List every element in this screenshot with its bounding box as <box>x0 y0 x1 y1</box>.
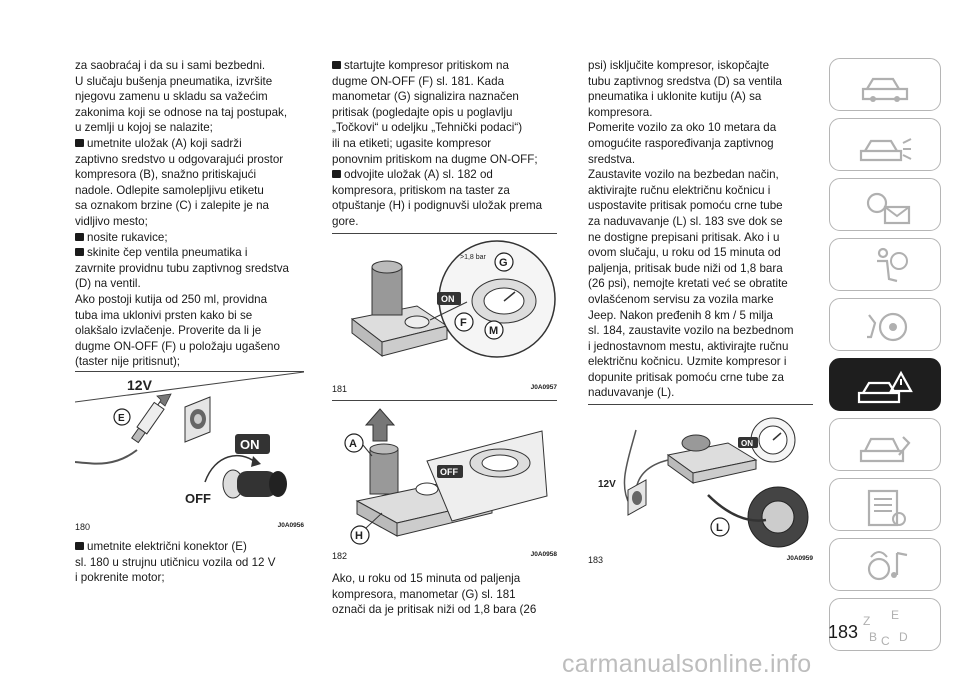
media-icon <box>853 541 917 589</box>
text-line <box>332 198 568 214</box>
text-line-content: U slučaju bušenja pneumatika, izvršite <box>75 74 273 88</box>
watermark: carmanualsonline.info <box>562 650 812 678</box>
text-line-content: aktivirajte ručnu električnu kočnicu i <box>588 183 771 197</box>
text-line <box>588 89 814 105</box>
text-line-content: u zemlji u kojoj se nalazite; <box>75 121 213 135</box>
text-line-content: dugme ON-OFF (F) sl. 181. Kada <box>332 74 505 88</box>
text-line <box>588 58 814 74</box>
sidebar-tab-car-service[interactable] <box>829 418 941 471</box>
text-line <box>75 539 311 555</box>
figure-183 <box>588 404 813 568</box>
text-line <box>332 214 568 230</box>
figure-182 <box>332 400 557 564</box>
steering-wheel-icon <box>853 301 917 349</box>
figure-183-code: J0A0959 <box>786 555 813 562</box>
sidebar-tab-airbag-seat[interactable] <box>829 238 941 291</box>
column-2 <box>332 58 568 230</box>
figure-182-caption <box>332 551 557 561</box>
bullet-icon <box>332 170 341 178</box>
text-line-content: Ako postoji kutija od 250 ml, providna <box>75 292 268 306</box>
text-line <box>332 105 568 121</box>
text-line <box>75 323 311 339</box>
text-line-content: ovlašćenom servisu za vozila marke <box>588 292 774 306</box>
text-line-content: tubu zaptivnog sredstva (D) sa ventila <box>588 74 782 88</box>
text-line-content: pritisak (pogledajte opis u poglavlju <box>332 105 513 119</box>
text-line-content: Pomerite vozilo za oko 10 metara da <box>588 121 777 135</box>
text-line <box>75 245 311 261</box>
text-line <box>332 89 568 105</box>
text-line <box>332 587 568 603</box>
text-line-content: uspostavite pritisak pomoću crne tube <box>588 199 783 213</box>
text-line <box>75 570 311 586</box>
figure-181-caption <box>332 384 557 394</box>
figure-183-number: 183 <box>588 555 604 565</box>
svg-text:B: B <box>869 629 878 644</box>
text-line <box>75 230 311 246</box>
text-line <box>75 261 311 277</box>
car-dashboard-icon <box>853 61 917 109</box>
text-line-content: kompresora, manometar (G) sl. 181 <box>332 587 516 601</box>
sidebar-tab-warning-lights[interactable] <box>829 178 941 231</box>
index-icon <box>853 601 917 649</box>
text-line-content: zaptivno sredstvo u odgovarajući prostor <box>75 152 284 166</box>
fig181-label-f: F <box>460 317 467 329</box>
text-line-content: odvojite uložak (A) sl. 182 od <box>344 168 493 182</box>
text-line-content: umetnite električni konektor (E) <box>87 540 247 553</box>
text-line <box>332 183 568 199</box>
column-1 <box>75 58 311 370</box>
text-line-content: zavrnite providnu tubu zaptivnog sredstva <box>75 261 289 275</box>
text-line <box>75 292 311 308</box>
text-line <box>75 89 311 105</box>
fig181-label-m: M <box>489 325 499 337</box>
figure-180-code: J0A0956 <box>277 522 304 529</box>
fig180-label-e: E <box>118 413 125 424</box>
sidebar-tab-specifications[interactable] <box>829 478 941 531</box>
text-line <box>332 136 568 152</box>
emergency-car-icon <box>853 361 917 409</box>
text-line-content: i pokrenite motor; <box>75 571 165 585</box>
text-line-content: njegovu zamenu u skladu sa važećim <box>75 90 268 104</box>
page-number: 183 <box>828 622 859 642</box>
text-line-content: olakšalo izvlačenje. Proverite da li je <box>75 324 262 338</box>
text-line-content: umetnite uložak (A) koji sadrži <box>87 136 242 150</box>
column-3 <box>588 58 814 401</box>
text-line-content: paljenja, pritisak bude niži od 1,8 bara <box>588 261 783 275</box>
text-line <box>588 120 814 136</box>
text-line <box>332 571 568 587</box>
figure-180 <box>75 371 304 534</box>
text-line <box>588 354 814 370</box>
text-line <box>588 276 814 292</box>
text-line <box>588 245 814 261</box>
warning-lights-icon <box>853 181 917 229</box>
text-line <box>588 136 814 152</box>
text-line <box>588 230 814 246</box>
text-line <box>588 152 814 168</box>
text-line-content: sa oznakom brzine (C) i zalepite je na <box>75 199 269 213</box>
fig180-label-12v: 12V <box>127 377 152 393</box>
text-line-content: sl. 180 u strujnu utičnicu vozila od 12 V <box>75 555 276 569</box>
text-line-content: manometar (G) signalizira naznačen <box>332 90 519 104</box>
bullet-icon <box>332 61 341 69</box>
sidebar-tab-media[interactable] <box>829 538 941 591</box>
text-line-content: psi) isključite kompresor, iskopčajte <box>588 59 770 72</box>
text-line <box>75 555 311 571</box>
figure-182-illustration <box>332 401 557 549</box>
text-line-content: kompresora. <box>588 105 653 119</box>
text-line-content: ne dostigne prepisani pritisak. Ako i u <box>588 230 780 244</box>
text-line-content: dugme ON-OFF (F) u položaju ugašeno <box>75 339 280 353</box>
text-line-content: za saobraćaj i da su i sami bezbedni. <box>75 59 266 72</box>
text-line-content: Jeep. Nakon pređenih 8 km / 5 milja <box>588 308 773 322</box>
text-line <box>332 120 568 136</box>
bullet-icon <box>75 139 84 147</box>
text-line-content: tuba ima uklonivi prsten kako bi se <box>75 308 253 322</box>
text-line <box>75 198 311 214</box>
text-line-content: Ako, u roku od 15 minuta od paljenja <box>332 572 521 585</box>
text-line-content: Zaustavite vozilo na bezbedan način, <box>588 168 779 182</box>
column-2-after-figure <box>332 571 568 618</box>
text-line-content: omogućite raspoređivanja zaptivnog <box>588 136 774 150</box>
text-line <box>75 214 311 230</box>
text-line-content: ili na etiketi; ugasite kompresor <box>332 136 492 150</box>
text-line <box>588 261 814 277</box>
column-1-after-figure <box>75 539 311 586</box>
figure-181-number: 181 <box>332 384 348 394</box>
text-line-content: električnu kočnicu. Uzmite kompresor i <box>588 355 787 369</box>
text-line <box>588 339 814 355</box>
text-line-content: pneumatika i uklonite kutiju (A) sa <box>588 90 762 104</box>
text-line-content: sredstva. <box>588 152 636 166</box>
svg-text:Z: Z <box>863 613 871 628</box>
sidebar-tab-steering-wheel[interactable] <box>829 298 941 351</box>
text-line-content: kompresora, pritiskom na taster za <box>332 183 510 197</box>
text-line <box>332 152 568 168</box>
text-line-content: dopunite pritisak pomoću crne tube za <box>588 370 784 384</box>
text-line-content: vidljivo mesto; <box>75 214 148 228</box>
figure-180-number: 180 <box>75 522 91 532</box>
text-line <box>75 136 311 152</box>
text-line <box>332 74 568 90</box>
text-line <box>75 354 311 370</box>
text-line <box>75 120 311 136</box>
specifications-icon <box>853 481 917 529</box>
fig183-label-12v: 12V <box>598 479 616 490</box>
figure-180-illustration <box>75 372 304 520</box>
figure-181 <box>332 233 557 397</box>
fig181-label-on: ON <box>441 294 455 304</box>
text-line <box>588 370 814 386</box>
svg-text:E: E <box>891 607 900 622</box>
text-line-content: „Točkovi“ u odeljku „Tehnički podaci“) <box>332 121 523 135</box>
bullet-icon <box>75 248 84 256</box>
figure-183-caption <box>588 555 813 565</box>
fig182-label-off: OFF <box>440 467 458 477</box>
svg-text:C: C <box>881 633 890 648</box>
fig183-label-l: L <box>716 522 723 534</box>
text-line <box>588 214 814 230</box>
text-line-content: nosite rukavice; <box>87 230 168 244</box>
text-line <box>588 308 814 324</box>
fig182-label-h: H <box>355 530 363 542</box>
text-line <box>75 74 311 90</box>
fig181-label-g: G <box>499 257 508 269</box>
fig182-label-a: A <box>349 438 357 450</box>
text-line <box>75 167 311 183</box>
text-line-content: skinite čep ventila pneumatika i <box>87 246 248 260</box>
text-line <box>588 385 814 401</box>
text-line <box>588 292 814 308</box>
svg-text:D: D <box>899 629 908 644</box>
text-line <box>75 105 311 121</box>
text-line <box>75 183 311 199</box>
text-line <box>588 74 814 90</box>
figure-182-number: 182 <box>332 551 348 561</box>
text-line <box>588 105 814 121</box>
fig181-label-pressure: >1,8 bar <box>460 254 486 261</box>
text-line-content: kompresora (B), snažno pritiskajući <box>75 168 257 182</box>
text-line <box>75 58 311 74</box>
car-service-icon <box>853 421 917 469</box>
figure-182-code: J0A0958 <box>530 551 557 558</box>
sidebar-tab-emergency-car[interactable] <box>829 358 941 411</box>
text-line-content: otpuštanje (H) i podignuvši uložak prema <box>332 199 543 213</box>
text-line <box>588 323 814 339</box>
text-line-content: sl. 184, zaustavite vozilo na bezbednom <box>588 324 794 338</box>
bullet-icon <box>75 233 84 241</box>
text-line <box>75 152 311 168</box>
text-line <box>332 602 568 618</box>
text-line-content: zakonima koji se odnose na taj postupak, <box>75 105 288 119</box>
text-line-content: ovom slučaju, u roku od 15 minuta od <box>588 246 781 260</box>
figure-181-code: J0A0957 <box>530 384 557 391</box>
text-line <box>332 167 568 183</box>
text-line <box>588 183 814 199</box>
text-line-content: nadole. Odlepite samolepljivu etiketu <box>75 183 264 197</box>
text-line-content: označi da je pritisak niži od 1,8 bara (26 <box>332 603 537 617</box>
airbag-seat-icon <box>853 241 917 289</box>
text-line-content: (taster nije pritisnut); <box>75 355 181 369</box>
fig180-label-off: OFF <box>185 491 211 506</box>
text-line-content: naduvavanje (L). <box>588 386 675 400</box>
text-line-content: gore. <box>332 214 359 228</box>
text-line-content: ponovnim pritiskom na dugme ON-OFF; <box>332 152 538 166</box>
figure-183-illustration <box>588 405 813 553</box>
text-line-content: i jednostavnom mestu, aktivirajte ručnu <box>588 339 789 353</box>
fig180-label-on: ON <box>240 437 260 452</box>
text-line <box>588 167 814 183</box>
figure-180-caption <box>75 522 304 532</box>
text-line-content: startujte kompresor pritiskom na <box>344 59 509 72</box>
figure-181-illustration <box>332 234 557 382</box>
text-line <box>332 58 568 74</box>
fig183-label-on: ON <box>741 439 753 448</box>
text-line <box>75 339 311 355</box>
text-line <box>75 308 311 324</box>
text-line-content: (D) na ventil. <box>75 277 141 291</box>
sidebar-tab-car-lights[interactable] <box>829 118 941 171</box>
text-line <box>75 276 311 292</box>
car-lights-icon <box>853 121 917 169</box>
sidebar-tab-car-dashboard[interactable] <box>829 58 941 111</box>
text-line-content: za naduvavanje (L) sl. 183 sve dok se <box>588 214 783 228</box>
text-line <box>588 198 814 214</box>
text-line-content: (26 psi), nemojte kretati već se obratite <box>588 277 788 291</box>
bullet-icon <box>75 542 84 550</box>
